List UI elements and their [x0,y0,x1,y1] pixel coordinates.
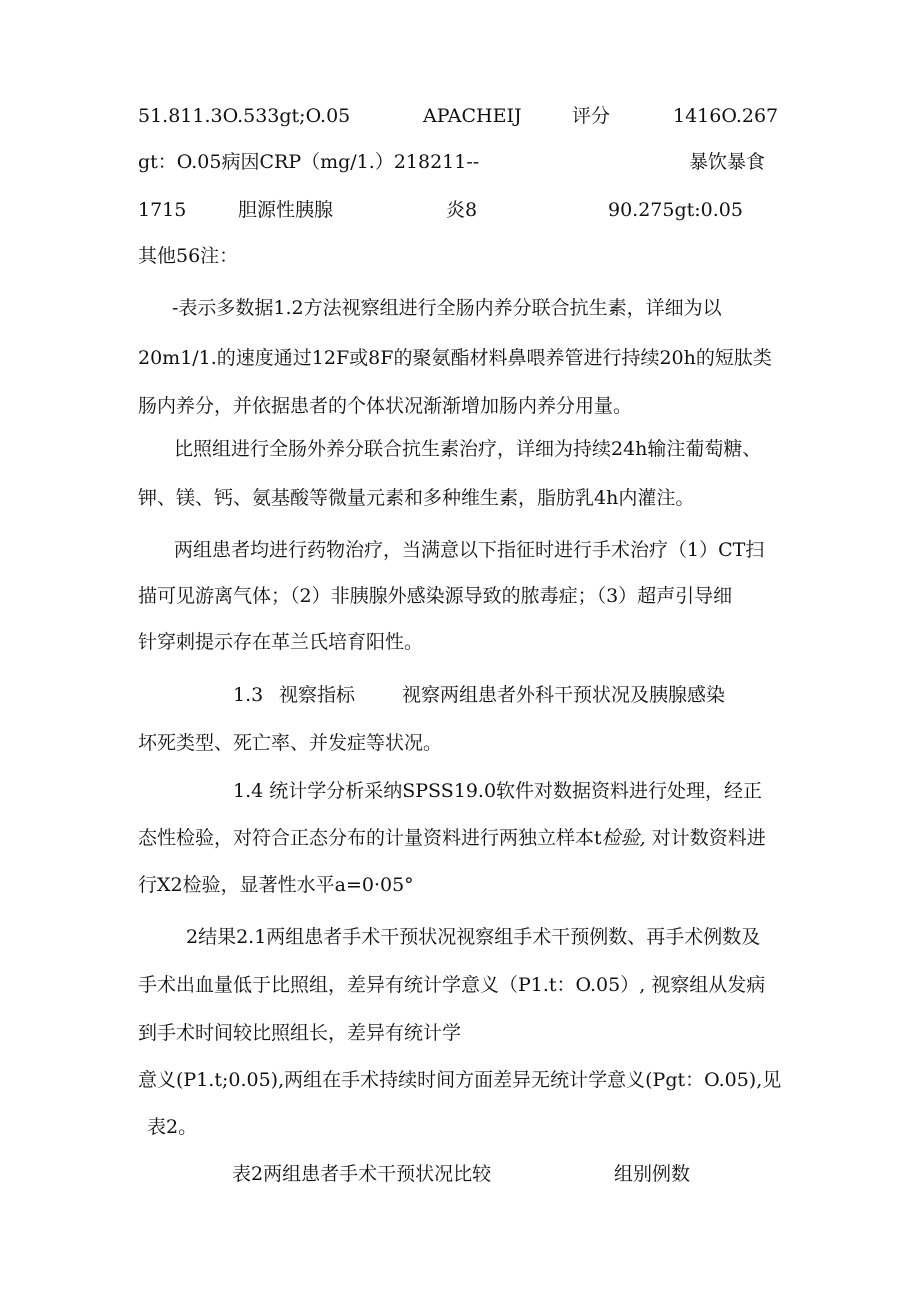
paragraph-line: 行X2检验，显著性水平a=0·05° [138,874,414,896]
stats-text: 对计数资料进 [645,827,766,849]
paragraph-line: 钾、镁、钙、氨基酸等微量元素和多种维生素，脂肪乳4h内灌注。 [138,487,695,509]
paragraph-line: 20m1/1.的速度通过12F或8F的聚氨酯材料鼻喂养管进行持续20h的短肽类 [138,347,772,369]
stats-text: 态性检验，对符合正态分布的计量资料进行两独立样本t [138,827,602,849]
paragraph-line: 描可见游离气体；（2）非胰腺外感染源导致的脓毒症；（3）超声引导细 [138,585,733,607]
table-cell: 1416O.267 [673,105,779,127]
table-cell: 51.811.3O.533gt;O.05 [138,105,351,127]
section-number: 1.3 [233,684,264,706]
paragraph-line: 视察两组患者外科干预状况及胰腺感染 [402,684,726,706]
table-header: 组别例数 [614,1163,691,1185]
paragraph-line: 两组患者均进行药物治疗，当满意以下指征时进行手术治疗（1）CT扫 [174,539,765,561]
paragraph-line: 2结果2.1两组患者手术干预状况视察组手术干预例数、再手术例数及 [186,926,761,948]
table-cell: 炎8 [446,199,478,221]
table-cell: 胆源性胰腺 [238,199,334,221]
paragraph-line: 坏死类型、死亡率、并发症等状况。 [138,732,443,754]
table-cell: gt：O.05病因CRP（mg/1.）218211-- [138,151,480,173]
paragraph-line: 意义(P1.t;0.05),两组在手术持续时间方面差异无统计学意义(Pgt：O.05),见 [138,1069,782,1091]
paragraph-line: 比照组进行全肠外养分联合抗生素治疗，详细为持续24h输注葡萄糖、 [174,438,762,460]
paragraph-line: 肠内养分，并依据患者的个体状况渐渐增加肠内养分用量。 [138,395,633,417]
table-cell: 90.275gt:0.05 [608,199,743,221]
table-cell: 暴饮暴食 [689,151,766,173]
paragraph-line [138,826,766,850]
table-cell: 评分 [572,105,611,127]
paragraph-line: 到手术时间较比照组长，差异有统计学 [138,1022,462,1044]
stats-text-italic: 检验, [601,827,646,849]
paragraph-line: 针穿刺提示存在革兰氏培育阳性。 [138,631,424,653]
paragraph-line: 1.4 统计学分析采纳SPSS19.0软件对数据资料进行处理，经正 [233,780,763,802]
table-cell: APACHEIJ [423,105,522,127]
table-caption: 表2两组患者手术干预状况比较 [232,1163,492,1185]
table-note: 其他56注： [138,245,239,267]
section-heading: 视察指标 [279,684,356,706]
paragraph-line: 表2。 [147,1116,198,1138]
paragraph-line: 手术出血量低于比照组，差异有统计学意义（P1.t：O.05）, 视察组从发病 [138,974,766,996]
paragraph-line: -表示多数据1.2方法视察组进行全肠内养分联合抗生素，详细为以 [172,297,722,319]
table-cell: 1715 [138,199,187,221]
